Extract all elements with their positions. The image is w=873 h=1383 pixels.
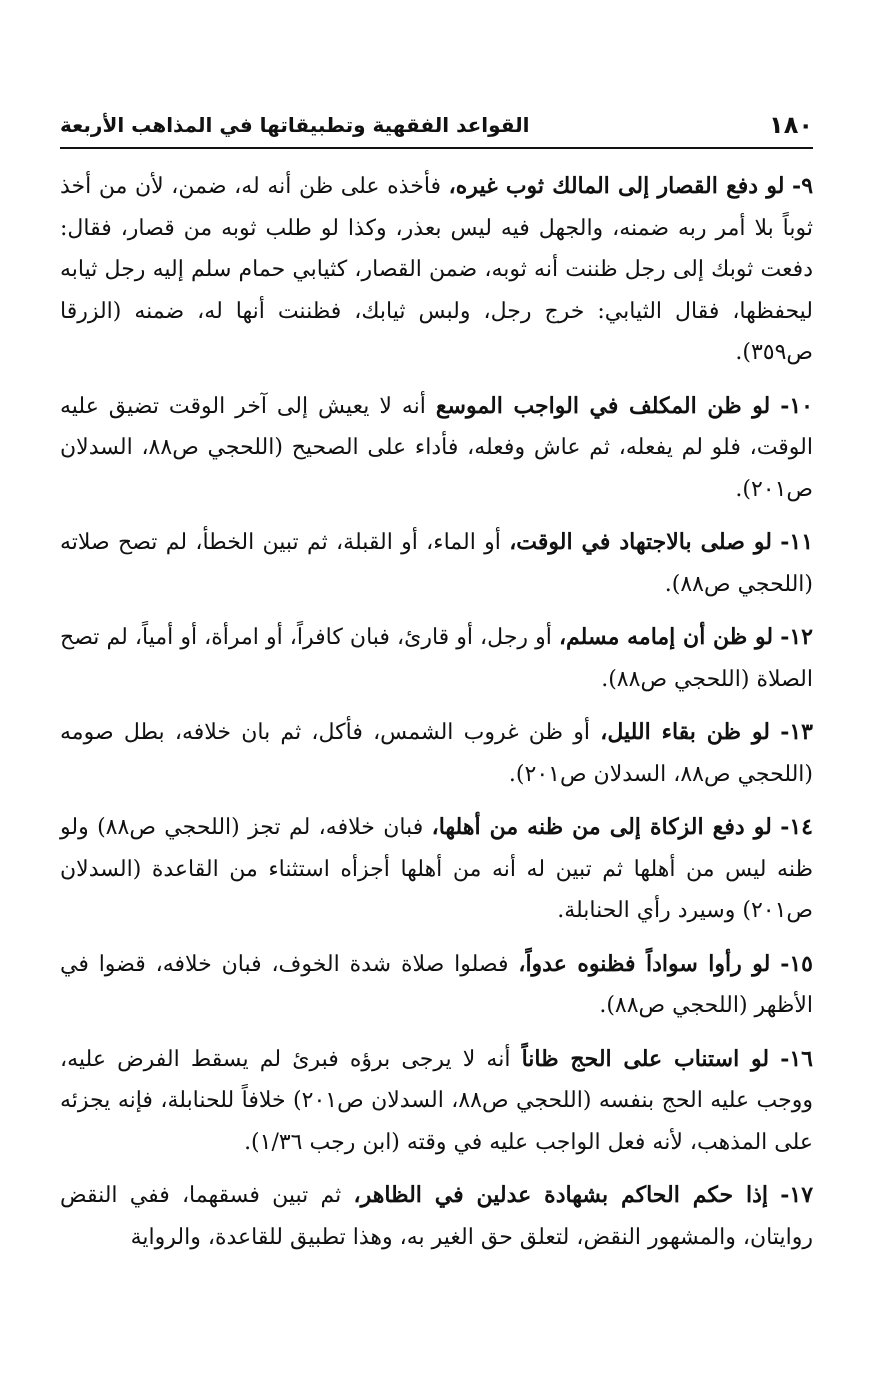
item-text: أو الماء، أو القبلة، ثم تبين الخطأ، لم تصح صلاته (اللحجي ص٨٨). — [60, 530, 813, 597]
page-body — [60, 166, 813, 1270]
item-text: أو ظن غروب الشمس، فأكل، ثم بان خلافه، بطل صومه (اللحجي ص٨٨، السدلان ص٢٠١). — [60, 720, 813, 787]
item-number: ١٤- — [780, 814, 813, 840]
item-lead: لو استناب على الحج ظاناً — [521, 1045, 770, 1072]
item-number: ١٦- — [780, 1045, 813, 1072]
item-lead: لو ظن أن إمامه مسلم، — [558, 624, 774, 650]
item-number: ١٢- — [780, 624, 813, 650]
header-rule — [60, 147, 813, 149]
paragraph-11 — [60, 522, 813, 605]
paragraph-16 — [60, 1039, 813, 1164]
paragraph-17 — [60, 1175, 813, 1258]
item-text: فبان خلافه، لم تجز (اللحجي ص٨٨) ولو ظنه ليس من أهلها ثم تبين له أنه من أهلها أجزأه استثناء من القاعدة (السدلان ص٢٠١) وسيرد رأي الحنابلة. — [60, 815, 813, 923]
item-number: ١٠- — [780, 392, 813, 419]
item-lead: إذا حكم الحاكم بشهادة عدلين في الظاهر، — [353, 1182, 768, 1208]
item-lead: لو ظن المكلف في الواجب الموسع — [435, 392, 771, 419]
item-text: أنه لا يرجى برؤه فبرئ لم يسقط الفرض عليه، ووجب عليه الحج بنفسه (اللحجي ص٨٨، السدلان ص٢٠١) خلافاً للحنابلة، فإنه يجزئه على المذهب، لأنه فعل الواجب عليه في وقته (ابن رجب ١/٣٦). — [60, 1046, 813, 1155]
item-number: ١٥- — [780, 950, 813, 977]
running-header — [60, 104, 813, 140]
item-text: فصلوا صلاة شدة الخوف، فبان خلافه، قضوا في الأظهر (اللحجي ص٨٨). — [60, 951, 813, 1018]
paragraph-15 — [60, 944, 813, 1027]
item-lead: لو ظن بقاء الليل، — [600, 719, 770, 745]
paragraph-10 — [60, 386, 813, 511]
item-number: ٩- — [792, 173, 814, 199]
paragraph-14 — [60, 807, 813, 932]
item-text: أو رجل، أو قارئ، فبان كافراً، أو امرأة، أو أمياً، لم تصح الصلاة (اللحجي ص٨٨). — [60, 625, 813, 692]
item-text: فأخذه على ظن أنه له، ضمن، لأن من أخذ ثوباً بلا أمر ربه ضمنه، والجهل فيه ليس بعذر، وكذا لو طلب ثوبه من قصار، فقال: دفعت ثوبك إلى رجل ظننت أنه ثوبه، ضمن القصار، كثيابي حمام سلم إليه رجل ثيابه ليحفظها، فقال الثيابي: خرج رجل، ولبس ثيابك، فظننت أنها له، ضمنه (الزرقا ص٣٥٩). — [60, 174, 813, 365]
item-number: ١٣- — [780, 719, 813, 745]
item-lead: لو دفع الزكاة إلى من ظنه من أهلها، — [431, 814, 772, 840]
item-text: ثم تبين فسقهما، ففي النقض روايتان، والمشهور النقض، لتعلق حق الغير به، وهذا تطبيق للقاعدة، والرواية — [60, 1183, 813, 1250]
item-lead: لو رأوا سواداً فظنوه عدواً، — [518, 950, 771, 977]
item-number: ١٧- — [780, 1182, 814, 1208]
paragraph-9 — [60, 166, 813, 374]
page-number: ١٨٠ — [769, 111, 813, 139]
item-number: ١١- — [780, 529, 814, 555]
paragraph-13 — [60, 712, 813, 795]
item-lead: لو صلى بالاجتهاد في الوقت، — [509, 529, 772, 555]
item-text: أنه لا يعيش إلى آخر الوقت تضيق عليه الوقت، فلو لم يفعله، ثم عاش وفعله، فأداء على الصحيح (اللحجي ص٨٨، السدلان ص٢٠١). — [60, 393, 813, 502]
paragraph-12 — [60, 617, 813, 700]
running-title: القواعد الفقهية وتطبيقاتها في المذاهب الأربعة — [60, 113, 530, 137]
item-lead: لو دفع القصار إلى المالك ثوب غيره، — [448, 173, 785, 199]
